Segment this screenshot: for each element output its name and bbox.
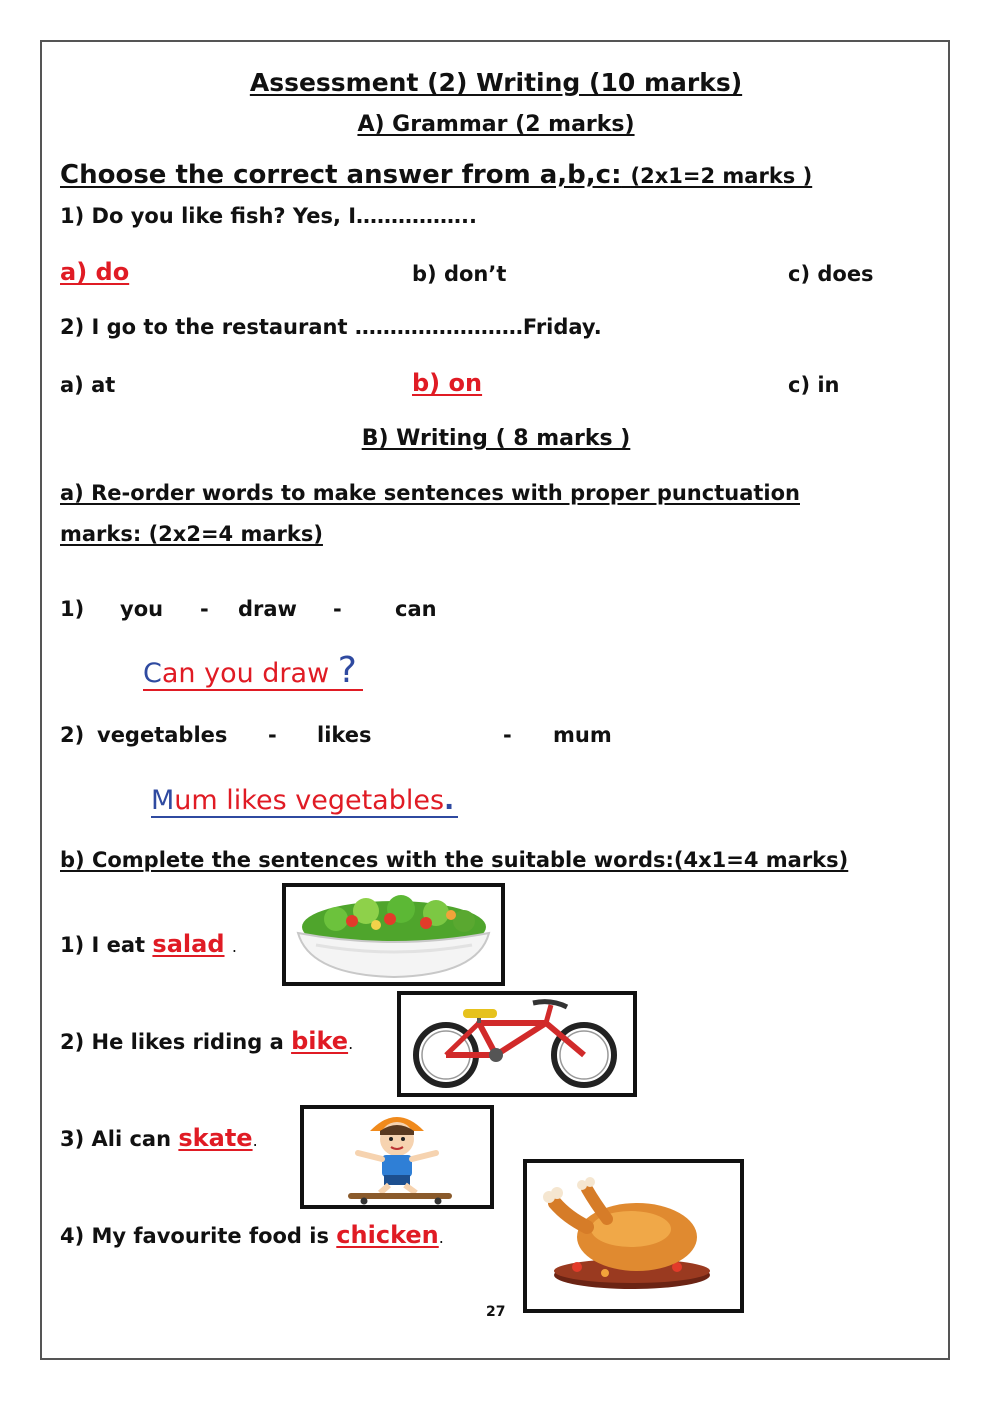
answer-capital-letter: M <box>151 785 175 816</box>
complete-item-4 <box>60 1221 444 1249</box>
item-prefix: 4) My favourite food is <box>60 1224 329 1248</box>
reorder-q1-word-2: draw <box>238 597 297 621</box>
bike-image <box>397 991 637 1097</box>
chicken-image <box>523 1159 744 1313</box>
grammar-q1-text: 1) Do you like fish? Yes, I…………….. <box>60 204 478 228</box>
item-answer: bike <box>291 1027 349 1055</box>
item-suffix: . <box>231 937 237 956</box>
reorder-q1-word-3: can <box>395 597 437 621</box>
complete-instruction: b) Complete the sentences with the suitable words:(4x1=4 marks) <box>60 848 849 872</box>
grammar-q2-option-a: a) at <box>60 373 116 397</box>
reorder-q1-number: 1) <box>60 597 85 621</box>
page-number: 27 <box>486 1304 506 1320</box>
item-suffix: . <box>252 1131 258 1150</box>
complete-item-3 <box>60 1124 258 1152</box>
reorder-q1-answer <box>143 650 363 691</box>
salad-bowl-icon <box>286 887 501 982</box>
reorder-q1-dash-2: - <box>333 597 342 621</box>
item-prefix: 3) Ali can <box>60 1127 172 1151</box>
reorder-q1-word-1: you <box>120 597 164 621</box>
reorder-q2-dash-1: - <box>268 723 277 747</box>
item-prefix: 2) He likes riding a <box>60 1030 284 1054</box>
reorder-instruction-line2: marks: (2x2=4 marks) <box>60 522 323 546</box>
complete-item-1 <box>60 930 237 958</box>
page-frame <box>40 40 950 1360</box>
bicycle-icon <box>401 995 633 1093</box>
grammar-q1-option-c: c) does <box>788 262 874 286</box>
item-suffix: . <box>438 1228 444 1247</box>
answer-text: um likes vegetables <box>174 785 445 816</box>
reorder-instruction-line1: a) Re-order words to make sentences with proper punctuation <box>60 481 800 505</box>
salad-bowl-image <box>282 883 505 986</box>
instruction-text: Choose the correct answer from a,b,c: <box>60 160 622 190</box>
section-b-heading: B) Writing ( 8 marks ) <box>361 426 631 451</box>
grammar-q2-option-c: c) in <box>788 373 840 397</box>
item-suffix: . <box>348 1034 354 1053</box>
grammar-q2-option-b: b) on <box>412 369 483 397</box>
answer-punctuation: . <box>444 785 455 816</box>
grammar-q1-option-b: b) don’t <box>412 262 507 286</box>
answer-text: an you draw <box>161 658 338 689</box>
instruction-marks: (2x1=2 marks ) <box>630 164 813 188</box>
roast-chicken-icon <box>527 1163 740 1309</box>
complete-item-2 <box>60 1027 353 1055</box>
item-answer: skate <box>178 1124 253 1152</box>
page-title: Assessment (2) Writing (10 marks) <box>249 68 743 97</box>
reorder-q1-dash-1: - <box>200 597 209 621</box>
answer-capital-letter: C <box>143 658 162 689</box>
answer-punctuation: ? <box>337 650 357 691</box>
reorder-q2-word-1: vegetables <box>97 723 228 747</box>
skate-image <box>300 1105 494 1209</box>
reorder-q2-word-3: mum <box>553 723 612 747</box>
grammar-q1-option-a: a) do <box>60 258 130 286</box>
grammar-instruction <box>60 160 812 190</box>
reorder-q2-answer <box>151 785 458 818</box>
reorder-q2-number: 2) <box>60 723 85 747</box>
reorder-q2-word-2: likes <box>317 723 372 747</box>
grammar-q2-text: 2) I go to the restaurant ……………………Friday. <box>60 315 602 339</box>
item-answer: chicken <box>336 1221 439 1249</box>
item-answer: salad <box>152 930 225 958</box>
reorder-q2-dash-2: - <box>503 723 512 747</box>
boy-skateboarding-icon <box>304 1109 490 1205</box>
section-a-heading: A) Grammar (2 marks) <box>357 112 635 137</box>
item-prefix: 1) I eat <box>60 933 146 957</box>
